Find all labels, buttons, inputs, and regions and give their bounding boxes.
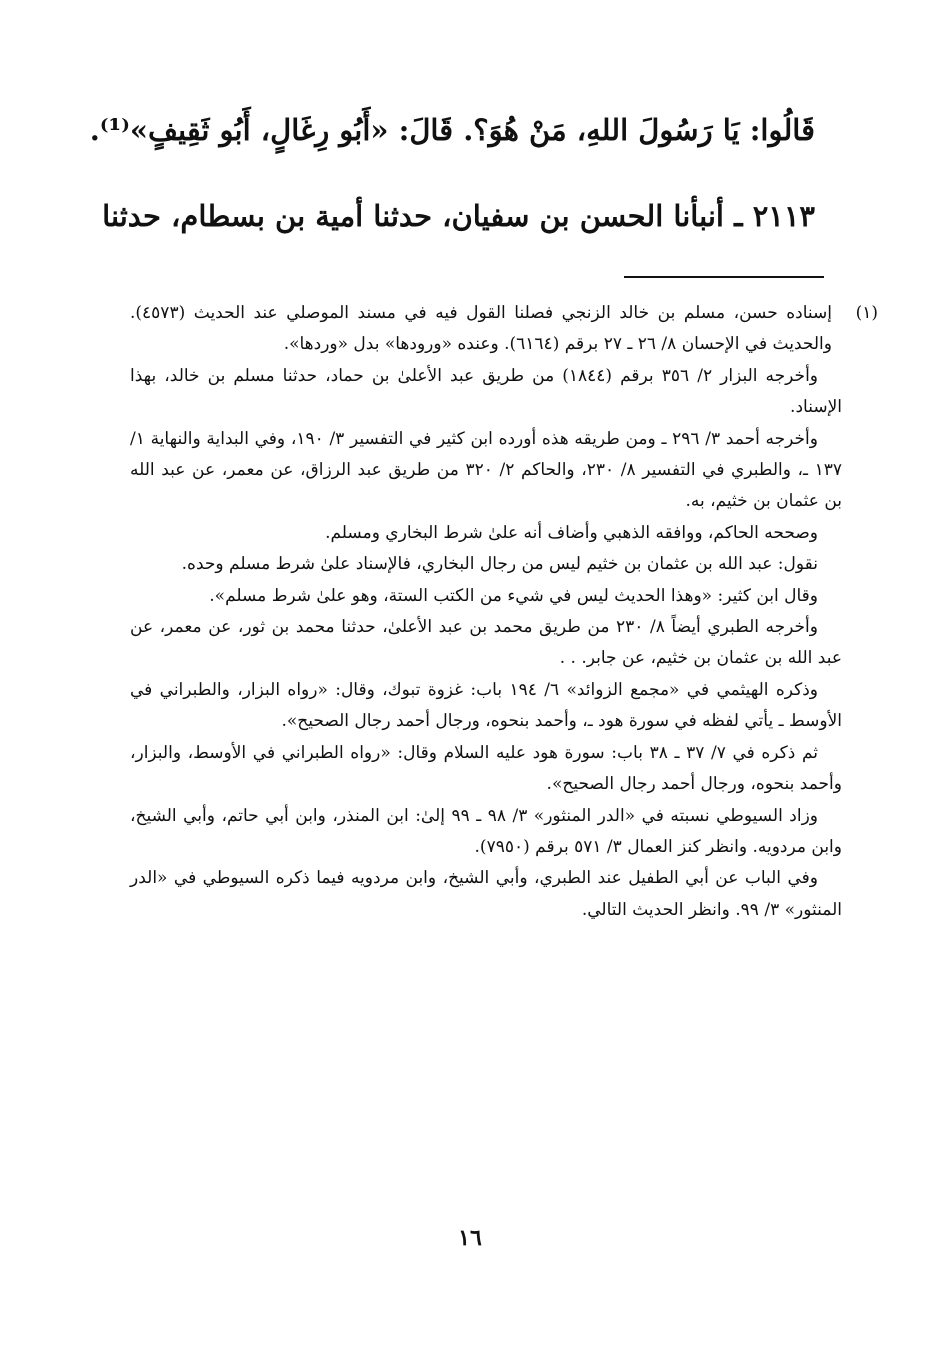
footnote-paragraph: وزاد السيوطي نسبته في «الدر المنثور» ٣/ ٩٨ ـ ٩٩ إلىٰ: ابن المنذر، وابن أبي حاتم، وأبي الشيخ، وابن مردويه. وانظر كنز العمال ٣/ ٥٧١ برقم (٧٩٥٠).: [130, 805, 842, 857]
hadith-chain-line: ٢١١٣ ـ أنبأنا الحسن بن سفيان، حدثنا أمية بن بسطام، حدثنا: [102, 199, 815, 233]
footnote-paragraph: وصححه الحاكم، ووافقه الذهبي وأضاف أنه علىٰ شرط البخاري ومسلم.: [325, 522, 818, 543]
footnote-paragraph: وفي الباب عن أبي الطفيل عند الطبري، وأبي الشيخ، وابن مردويه فيما ذكره السيوطي في «الدر المنثور» ٣/ ٩٩. وانظر الحديث التالي.: [130, 868, 842, 920]
footnote-paragraph: نقول: عبد الله بن عثمان بن خثيم ليس من رجال البخاري، فالإسناد علىٰ شرط مسلم وحده.: [181, 554, 818, 575]
footnote-paragraph: ثم ذكره في ٧/ ٣٧ ـ ٣٨ باب: سورة هود عليه السلام وقال: «رواه الطبراني في الأوسط، والبزار، وأحمد بنحوه، ورجال أحمد رجال الصحيح».: [130, 742, 842, 795]
footnote-paragraph: وقال ابن كثير: «وهذا الحديث ليس في شيء من الكتب الستة، وهو علىٰ شرط مسلم».: [209, 585, 818, 606]
footnote-paragraph: وأخرجه أحمد ٣/ ٢٩٦ ـ ومن طريقه هذه أورده ابن كثير في التفسير ٣/ ١٩٠، وفي البداية والنهاية ١/ ١٣٧ ـ، والطبري في التفسير ٨/ ٢٣٠، والحاكم ٢/ ٣٢٠ من طريق عبد الرزاق، عن معمر، عن عبد الله بن عثمان بن خثيم، به.: [130, 428, 843, 512]
hadith-text-line: قَالُوا: يَا رَسُولَ اللهِ، مَنْ هُوَ؟. قَالَ: «أَبُو رِغَالٍ، أَبُو ثَقِيفٍ»⁽¹⁾.: [89, 113, 815, 147]
footnote-paragraph: وأخرجه الطبري أيضاً ٨/ ٢٣٠ من طريق محمد بن عبد الأعلىٰ، حدثنا محمد بن ثور، عن معمر، عن عبد الله بن عثمان بن خثيم، عن جابر. . .: [130, 617, 842, 669]
page-number: ١٦: [458, 1225, 482, 1251]
footnote-separator: [624, 276, 824, 278]
footnote-paragraph: وذكره الهيثمي في «مجمع الزوائد» ٦/ ١٩٤ باب: غزوة تبوك، وقال: «رواه البزار، والطبراني في الأوسط ـ يأتي لفظه في سورة هود ـ، وأحمد بنحوه، ورجال أحمد رجال الصحيح».: [130, 679, 842, 732]
footnote-paragraph: إسناده حسن، مسلم بن خالد الزنجي فصلنا القول فيه في مسند الموصلي عند الحديث (٤٥٧٣). والحديث في الإحسان ٨/ ٢٦ ـ ٢٧ برقم (٦١٦٤). وعنده «ورودها» بدل «وردها».: [130, 303, 832, 355]
footnote-paragraph: وأخرجه البزار ٢/ ٣٥٦ برقم (١٨٤٤) من طريق عبد الأعلىٰ بن حماد، حدثنا مسلم بن خالد، بهذا الإسناد.: [130, 365, 842, 418]
footnote-marker: (١): [855, 303, 878, 323]
footnotes-block: [130, 298, 878, 926]
